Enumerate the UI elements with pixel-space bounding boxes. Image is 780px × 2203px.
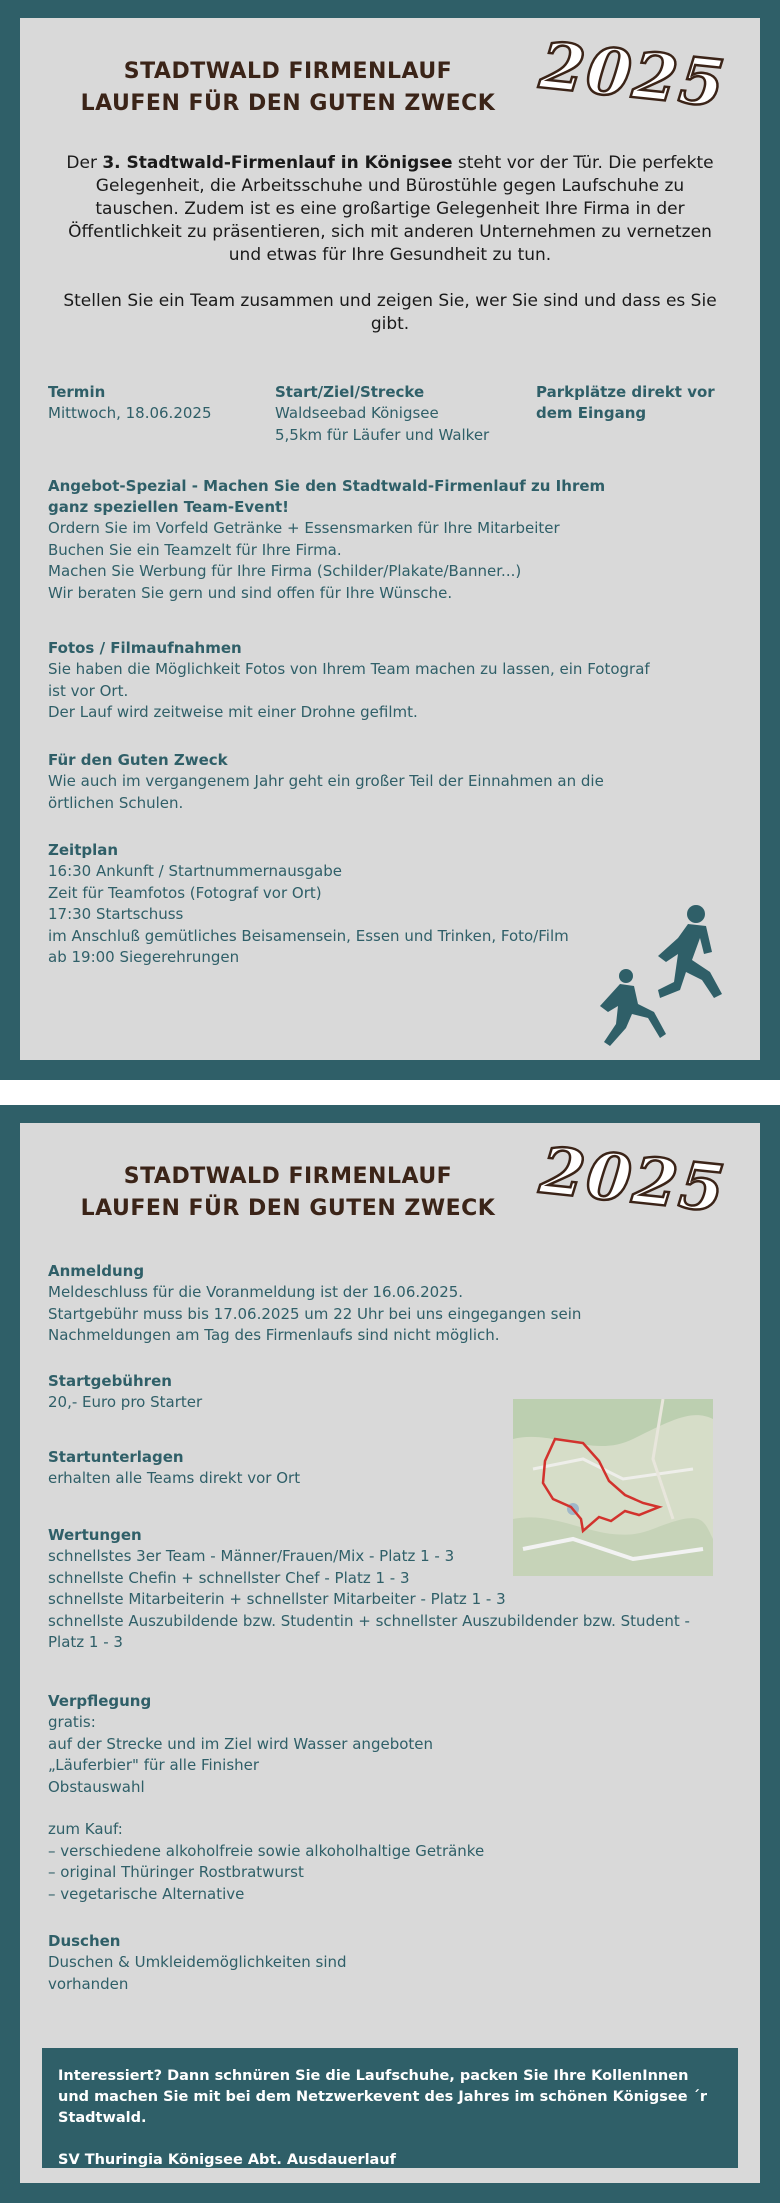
termin-label: Termin xyxy=(48,383,106,401)
zeitplan-line: Zeit für Teamfotos (Fotograf vor Ort) xyxy=(48,883,322,902)
title-line-1: STADTWALD FIRMENLAUF xyxy=(123,59,453,84)
zeitplan-line: 17:30 Startschuss xyxy=(48,905,184,923)
title-line-1: STADTWALD FIRMENLAUF xyxy=(123,1164,453,1189)
runner-1-body xyxy=(658,924,722,998)
intro-bold: 3. Stadtwald-Firmenlauf in Königsee xyxy=(102,153,453,173)
zeitplan-line: ab 19:00 Siegerehrungen xyxy=(48,948,240,966)
anmeldung-label: Anmeldung xyxy=(48,1262,145,1280)
angebot-section xyxy=(48,476,728,604)
year-logo: 2025 xyxy=(536,28,730,123)
parking-label: Parkplätze direkt vor dem Eingang xyxy=(536,383,715,422)
angebot-line: Ordern Sie im Vorfeld Getränke + Essensmarken für Ihre Mitarbeiter xyxy=(48,519,560,537)
page-1-content xyxy=(20,18,760,1060)
title-line-2: LAUFEN FÜR DEN GUTEN ZWECK xyxy=(80,1196,496,1221)
anmeldung-section xyxy=(48,1261,728,1347)
angebot-line: Buchen Sie ein Teamzelt für Ihre Firma. xyxy=(48,540,342,559)
runner-2-body xyxy=(600,984,666,1046)
flyer-page-1 xyxy=(0,0,780,1080)
unterlagen-value: erhalten alle Teams direkt vor Ort xyxy=(48,1469,301,1487)
kauf-label: zum Kauf: xyxy=(48,1820,123,1838)
zweck-section xyxy=(48,750,658,814)
termin-column xyxy=(48,382,268,425)
zeitplan-label: Zeitplan xyxy=(48,841,119,859)
runner-1-head xyxy=(687,905,705,923)
zeitplan-line: 16:30 Ankunft / Startnummernausgabe xyxy=(48,862,342,880)
cta-text: Interessiert? Dann schnüren Sie die Laufschuhe, packen Sie Ihre KollenInnen und machen Sie mit bei dem Netzwerkevent des Jahres im schönen Königsee ´r Stadtwald. xyxy=(58,2068,708,2126)
parking-column xyxy=(536,382,736,424)
kauf-line: – original Thüringer Rostbratwurst xyxy=(48,1863,304,1881)
start-column xyxy=(275,382,535,446)
duschen-section xyxy=(48,1931,728,1995)
verpflegung-label: Verpflegung xyxy=(48,1692,152,1710)
intro-text xyxy=(60,152,720,336)
start-line-2: 5,5km für Läufer und Walker xyxy=(275,425,490,444)
wertungen-line: schnellste Auszubildende bzw. Studentin + schnellster Auszubildender bzw. Student - Platz 1 - 3 xyxy=(48,1611,690,1651)
title-line-2: LAUFEN FÜR DEN GUTEN ZWECK xyxy=(80,91,496,116)
zeitplan-line: im Anschluß gemütliches Beisamensein, Essen und Trinken, Foto/Film xyxy=(48,926,569,945)
angebot-label: Angebot-Spezial - Machen Sie den Stadtwald-Firmenlauf zu Ihrem ganz speziellen Team-Event! xyxy=(48,477,606,516)
duschen-label: Duschen xyxy=(48,1932,121,1950)
page-2-content xyxy=(20,1123,760,2183)
verpflegung-line: Obstauswahl xyxy=(48,1777,145,1796)
anmeldung-line: Meldeschluss für die Voranmeldung ist der 16.06.2025. xyxy=(48,1283,464,1301)
intro-post: steht vor der Tür. Die perfekte Gelegenheit, die Arbeitsschuhe und Bürostühle gegen Laufschuhe zu tauschen. Zudem ist es eine großartige Gelegenheit Ihre Firma in der Öffentlichkeit zu präsentieren, sich mit anderen Unternehmen zu vernetzen und etwas für Ihre Gesundheit zu tun. xyxy=(68,153,714,265)
header-title xyxy=(38,1161,538,1225)
start-label: Start/Ziel/Strecke xyxy=(275,383,425,401)
fotos-line-1: Sie haben die Möglichkeit Fotos von Ihrem Team machen zu lassen, ein Fotograf ist vor Ort. xyxy=(48,660,650,700)
wertungen-line: schnellste Chefin + schnellster Chef - Platz 1 - 3 xyxy=(48,1568,410,1587)
verpflegung-line: gratis: xyxy=(48,1713,96,1731)
runners-illustration xyxy=(588,894,748,1054)
anmeldung-line: Nachmeldungen am Tag des Firmenlaufs sind nicht möglich. xyxy=(48,1326,500,1344)
gebuehren-value: 20,- Euro pro Starter xyxy=(48,1393,203,1411)
kauf-line: – vegetarische Alternative xyxy=(48,1884,245,1903)
gebuehren-section xyxy=(48,1371,488,1414)
runner-2-head xyxy=(619,969,633,983)
verpflegung-section xyxy=(48,1691,728,1905)
duschen-line-2: vorhanden xyxy=(48,1974,129,1993)
unterlagen-label: Startunterlagen xyxy=(48,1448,184,1466)
wertungen-line: schnellste Mitarbeiterin + schnellster Mitarbeiter - Platz 1 - 3 xyxy=(48,1590,506,1608)
fotos-label: Fotos / Filmaufnahmen xyxy=(48,639,242,657)
zweck-text: Wie auch im vergangenem Jahr geht ein großer Teil der Einnahmen an die örtlichen Schulen. xyxy=(48,772,604,812)
start-line-1: Waldseebad Königsee xyxy=(275,404,439,422)
angebot-line: Machen Sie Werbung für Ihre Firma (Schilder/Plakate/Banner...) xyxy=(48,562,522,580)
header-title xyxy=(38,56,538,120)
verpflegung-line: auf der Strecke und im Ziel wird Wasser angeboten xyxy=(48,1734,434,1753)
angebot-line: Wir beraten Sie gern und sind offen für Ihre Wünsche. xyxy=(48,583,453,602)
fotos-section xyxy=(48,638,658,724)
year-logo: 2025 xyxy=(536,1133,730,1228)
wertungen-label: Wertungen xyxy=(48,1526,142,1544)
unterlagen-section xyxy=(48,1447,488,1490)
club-name: SV Thuringia Königsee Abt. Ausdauerlauf xyxy=(58,2152,396,2168)
call-to-action-box xyxy=(42,2048,738,2168)
kauf-line: – verschiedene alkoholfreie sowie alkoholhaltige Getränke xyxy=(48,1841,485,1860)
wertungen-line: schnellstes 3er Team - Männer/Frauen/Mix - Platz 1 - 3 xyxy=(48,1547,455,1565)
duschen-line-1: Duschen & Umkleidemöglichkeiten sind xyxy=(48,1953,347,1971)
wertungen-section xyxy=(48,1525,728,1654)
flyer-page-2 xyxy=(0,1105,780,2203)
verpflegung-line: „Läuferbier" für alle Finisher xyxy=(48,1756,260,1774)
anmeldung-line: Startgebühr muss bis 17.06.2025 um 22 Uhr bei uns eingegangen sein xyxy=(48,1304,582,1323)
fotos-line-2: Der Lauf wird zeitweise mit einer Drohne gefilmt. xyxy=(48,703,418,721)
termin-value: Mittwoch, 18.06.2025 xyxy=(48,404,212,422)
gebuehren-label: Startgebühren xyxy=(48,1372,172,1390)
intro-paragraph-2: Stellen Sie ein Team zusammen und zeigen Sie, wer Sie sind und dass es Sie gibt. xyxy=(63,291,717,334)
zweck-label: Für den Guten Zweck xyxy=(48,751,228,769)
intro-pre: Der xyxy=(66,153,103,173)
